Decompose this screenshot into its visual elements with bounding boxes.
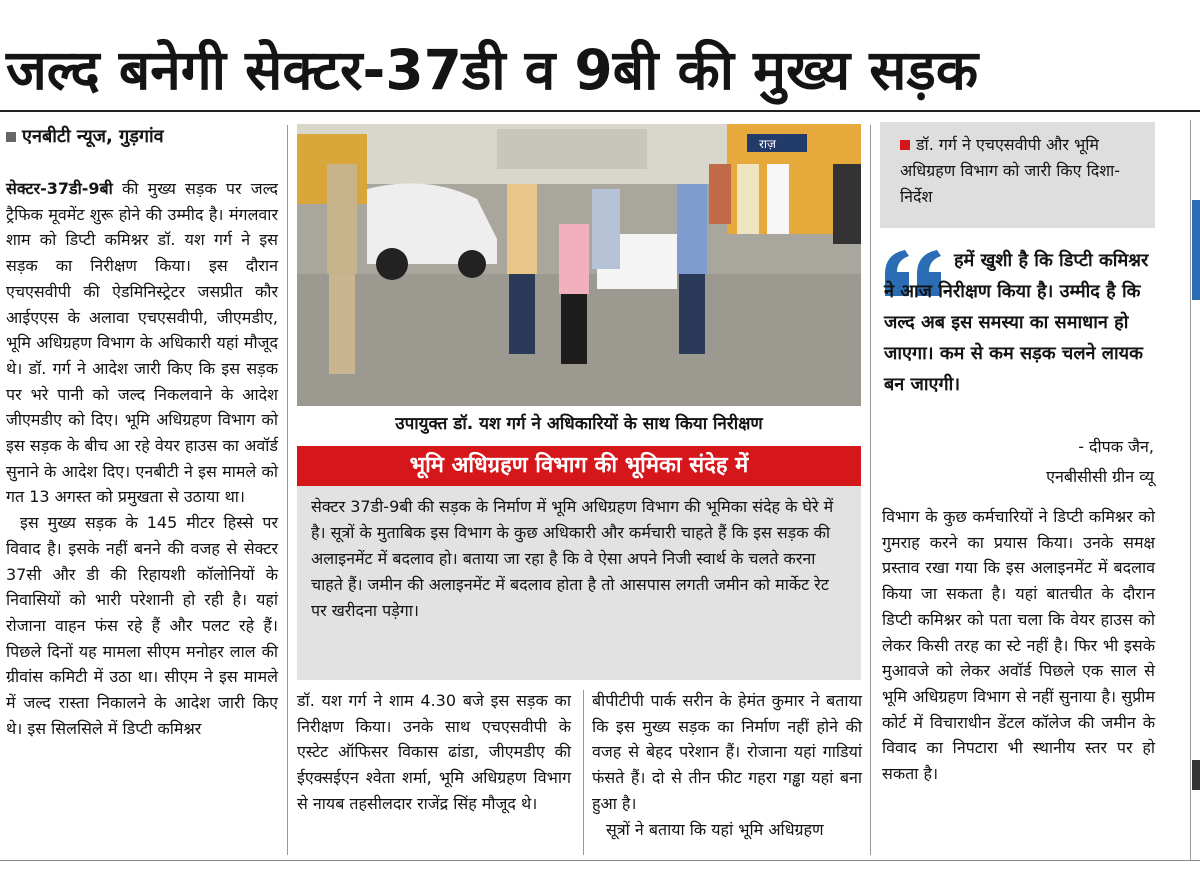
col1-para-1 <box>6 176 278 510</box>
side-info-text <box>900 132 1140 210</box>
byline-square-icon <box>6 132 16 142</box>
headline-rule <box>0 110 1200 112</box>
quote-attribution <box>884 432 1154 492</box>
column-1 <box>6 176 278 741</box>
news-photo <box>297 124 861 406</box>
side-info-box <box>880 122 1155 228</box>
column-3-bottom <box>592 688 862 842</box>
side-square-icon <box>900 140 910 150</box>
column-divider-3 <box>870 125 871 855</box>
sub-story-box <box>297 486 861 680</box>
col1-lead: सेक्टर-37डी-9बी <box>6 179 113 198</box>
quote-author: - दीपक जैन, <box>1078 437 1154 456</box>
photo-caption: उपायुक्त डॉ. यश गर्ग ने अधिकारियों के साथ किया निरीक्षण <box>395 414 763 434</box>
column-2-bottom <box>297 688 571 817</box>
column-divider-2 <box>583 690 584 855</box>
quote-affiliation: एनबीसीसी ग्रीन व्यू <box>1046 467 1154 486</box>
col1-para-2: इस मुख्य सड़क के 145 मीटर हिस्से पर विवाद है। इसके नहीं बनने की वजह से सेक्टर 37सी और डी की रिहायशी कॉलोनियों के निवासियों को भारी परेशानी हो रही है। यहां रोजाना वाहन फंस रहे हैं और पलट रहे हैं। पिछले दिनों यह मामला सीएम मनोहर लाल की ग्रीवांस कमिटी में उठा था। सीएम ने इस मामले में जल्द रास्ता निकालने के आदेश जारी किए थे। इस सिलसिले में डिप्टी कमिश्नर <box>6 513 278 738</box>
adjacent-page-edge <box>1180 120 1200 860</box>
bottom-rule <box>0 860 1200 861</box>
col4-para: विभाग के कुछ कर्मचारियों ने डिप्टी कमिश्नर को गुमराह करने का प्रयास किया। उनके समक्ष प्रस्ताव रखा गया कि इस अलाइनमेंट में बदलाव किया जा सकता है। यहां बातचीत के दौरान डिप्टी कमिश्नर को पता चला कि वेयर हाउस को लेकर किसी तरह का स्टे नहीं है। फिर भी इसके मुआवजे को लेकर अवॉर्ड पिछले एक साल से भूमि अधिग्रहण विभाग से नहीं सुनाया है। सुप्रीम कोर्ट में विचाराधीन डेंटल कॉलेज की जमीन के विवाद का निपटारा भी स्थानीय स्तर पर हो सकता है। <box>882 507 1155 784</box>
column-4 <box>882 504 1155 787</box>
photo-illustration <box>297 124 861 406</box>
byline <box>6 124 164 148</box>
column-divider <box>287 125 288 855</box>
byline-text: एनबीटी न्यूज, गुड़गांव <box>22 126 164 147</box>
side-info-content: डॉ. गर्ग ने एचएसवीपी और भूमि अधिग्रहण विभाग को जारी किए दिशा-निर्देश <box>900 135 1121 206</box>
col3b-para-1: बीपीटीपी पार्क सरीन के हेमंत कुमार ने बताया कि इस मुख्य सड़क का निर्माण नहीं होने की वजह से बेहद परेशान हैं। रोजाना यहां गाडियां फंसते हैं। दो से तीन फीट गहरा गड्ढा यहां बना हुआ है। <box>592 691 862 813</box>
sub-story-body: सेक्टर 37डी-9बी की सड़क के निर्माण में भूमि अधिग्रहण विभाग की भूमिका संदेह के घेरे में है। सूत्रों के मुताबिक इस विभाग के कुछ अधिकारी और कर्मचारी चाहते हैं कि इस सड़क की अलाइनमेंट में बदलाव हो। बताया जा रहा है कि वे ऐसा अपने निजी स्वार्थ के चलते करना चाहते हैं। जमीन की अलाइनमेंट में बदलाव होता है तो आसपास लगती जमीन को मार्केट रेट पर खरीदना पड़ेगा। <box>311 497 834 620</box>
col3b-para-2: सूत्रों ने बताया कि यहां भूमि अधिग्रहण <box>606 819 824 839</box>
col1-text-1: की मुख्य सड़क पर जल्द ट्रैफिक मूवमेंट शुरू होने की उम्मीद है। मंगलवार शाम को डिप्टी कमिश्नर डॉ. यश गर्ग ने इस सड़क का निरीक्षण किया। इस दौरान एचएसवीपी की ऐडमिनिस्ट्रेटर जसप्रीत कौर आईएएस के अलावा एचएसवीपी, जीएमडीए, भूमि अधिग्रहण विभाग के अधिकारी यहां मौजूद थे। डॉ. गर्ग ने आदेश जारी किए कि इस सड़क पर भरे पानी को जल्द निकलवाने के आदेश जीएमडीए को दिए। भूमि अधिग्रहण विभाग को इस सड़क के बीच आ रहे वेयर हाउस का अवॉर्ड सुनाने के आदेश दिए। एनबीटी ने इस मामले को गत 13 अगस्त को प्रमुखता से उठाया था। <box>6 179 278 507</box>
quote-text: हमें खुशी है कि डिप्टी कमिश्नर ने आज निरीक्षण किया है। उम्मीद है कि जल्द अब इस समस्या का समाधान हो जाएगा। कम से कम सड़क चलने लायक बन जाएगी। <box>884 250 1149 395</box>
photo-sign-text: राज़ <box>759 137 776 151</box>
headline: जल्द बनेगी सेक्टर-37डी व 9बी की मुख्य सड़क <box>6 38 979 102</box>
sub-story-heading: भूमि अधिग्रहण विभाग की भूमिका संदेह में <box>297 446 861 486</box>
col2b-para: डॉ. यश गर्ग ने शाम 4.30 बजे इस सड़क का निरीक्षण किया। उनके साथ एचएसवीपी के एस्टेट ऑफिसर विकास ढांडा, जीएमडीए की ईएक्सईएन श्वेता शर्मा, भूमि अधिग्रहण विभाग से नायब तहसीलदार राजेंद्र सिंह मौजूद थे। <box>297 691 571 813</box>
